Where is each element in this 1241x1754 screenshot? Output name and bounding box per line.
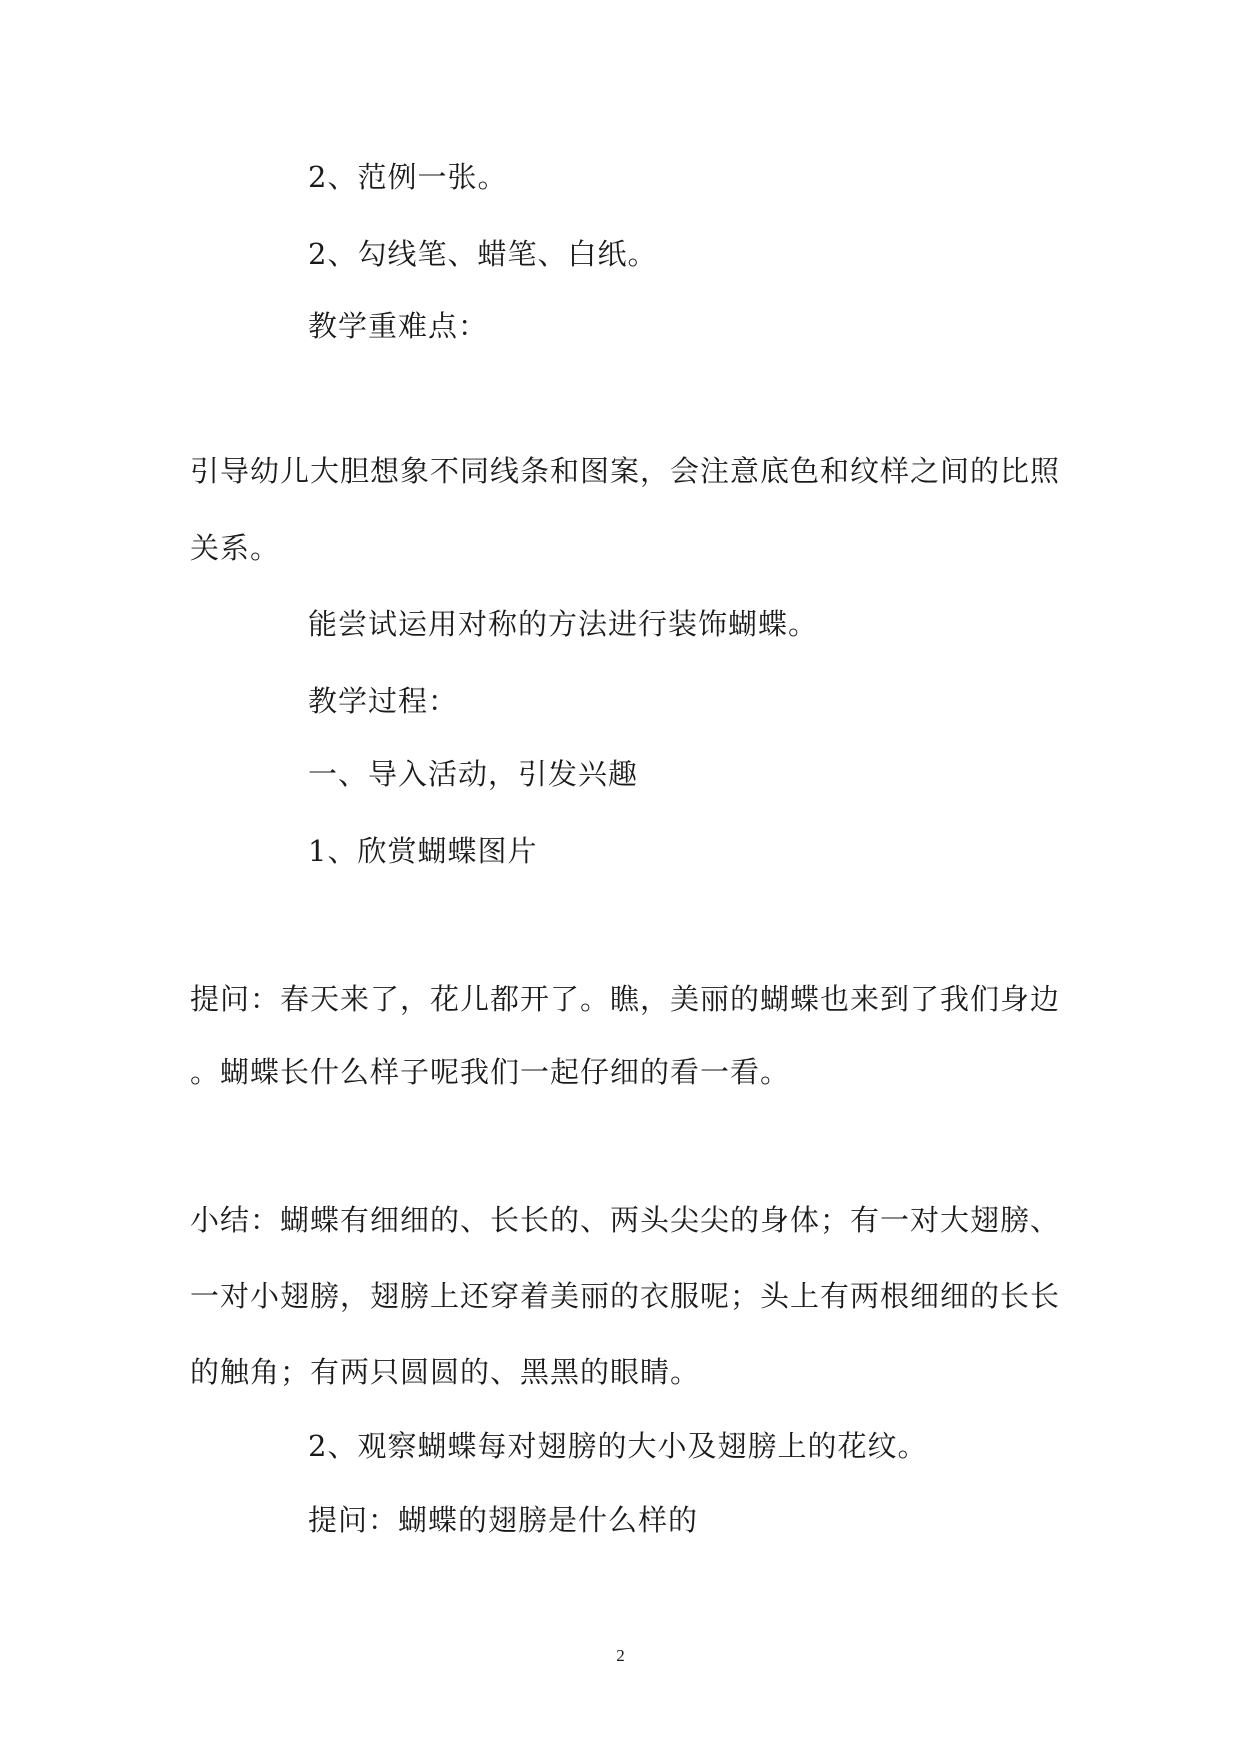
subsection-heading-intro: 一、导入活动，引发兴趣	[308, 757, 639, 791]
text-line-question-1b: 。蝴蝶长什么样子呢我们一起仔细的看一看。	[190, 1055, 791, 1089]
text-line-key-point-2: 能尝试运用对称的方法进行装饰蝴蝶。	[308, 607, 819, 641]
text-line-summary-b: 一对小翅膀，翅膀上还穿着美丽的衣服呢；头上有两根细细的长长	[190, 1279, 1061, 1313]
text-line-step-1: 1、欣赏蝴蝶图片	[308, 834, 538, 868]
text-line-summary-c: 的触角；有两只圆圆的、黑黑的眼睛。	[190, 1355, 701, 1389]
text-line-summary-a: 小结：蝴蝶有细细的、长长的、两头尖尖的身体；有一对大翅膀、	[190, 1203, 1061, 1237]
page-number: 2	[616, 1646, 625, 1665]
text-line-question-2: 提问：蝴蝶的翅膀是什么样的	[308, 1503, 699, 1537]
text-line-key-point-1a: 引导幼儿大胆想象不同线条和图案，会注意底色和纹样之间的比照	[190, 454, 1061, 488]
text-line-key-point-1b: 关系。	[190, 531, 281, 565]
section-heading-process: 教学过程：	[308, 684, 459, 718]
text-line-question-1a: 提问：春天来了，花儿都开了。瞧，美丽的蝴蝶也来到了我们身边	[190, 982, 1061, 1016]
text-line-materials-sample: 2、范例一张。	[308, 160, 508, 194]
text-line-step-2: 2、观察蝴蝶每对翅膀的大小及翅膀上的花纹。	[308, 1429, 928, 1463]
section-heading-key-points: 教学重难点：	[308, 309, 489, 343]
text-line-materials-tools: 2、勾线笔、蜡笔、白纸。	[308, 237, 658, 271]
